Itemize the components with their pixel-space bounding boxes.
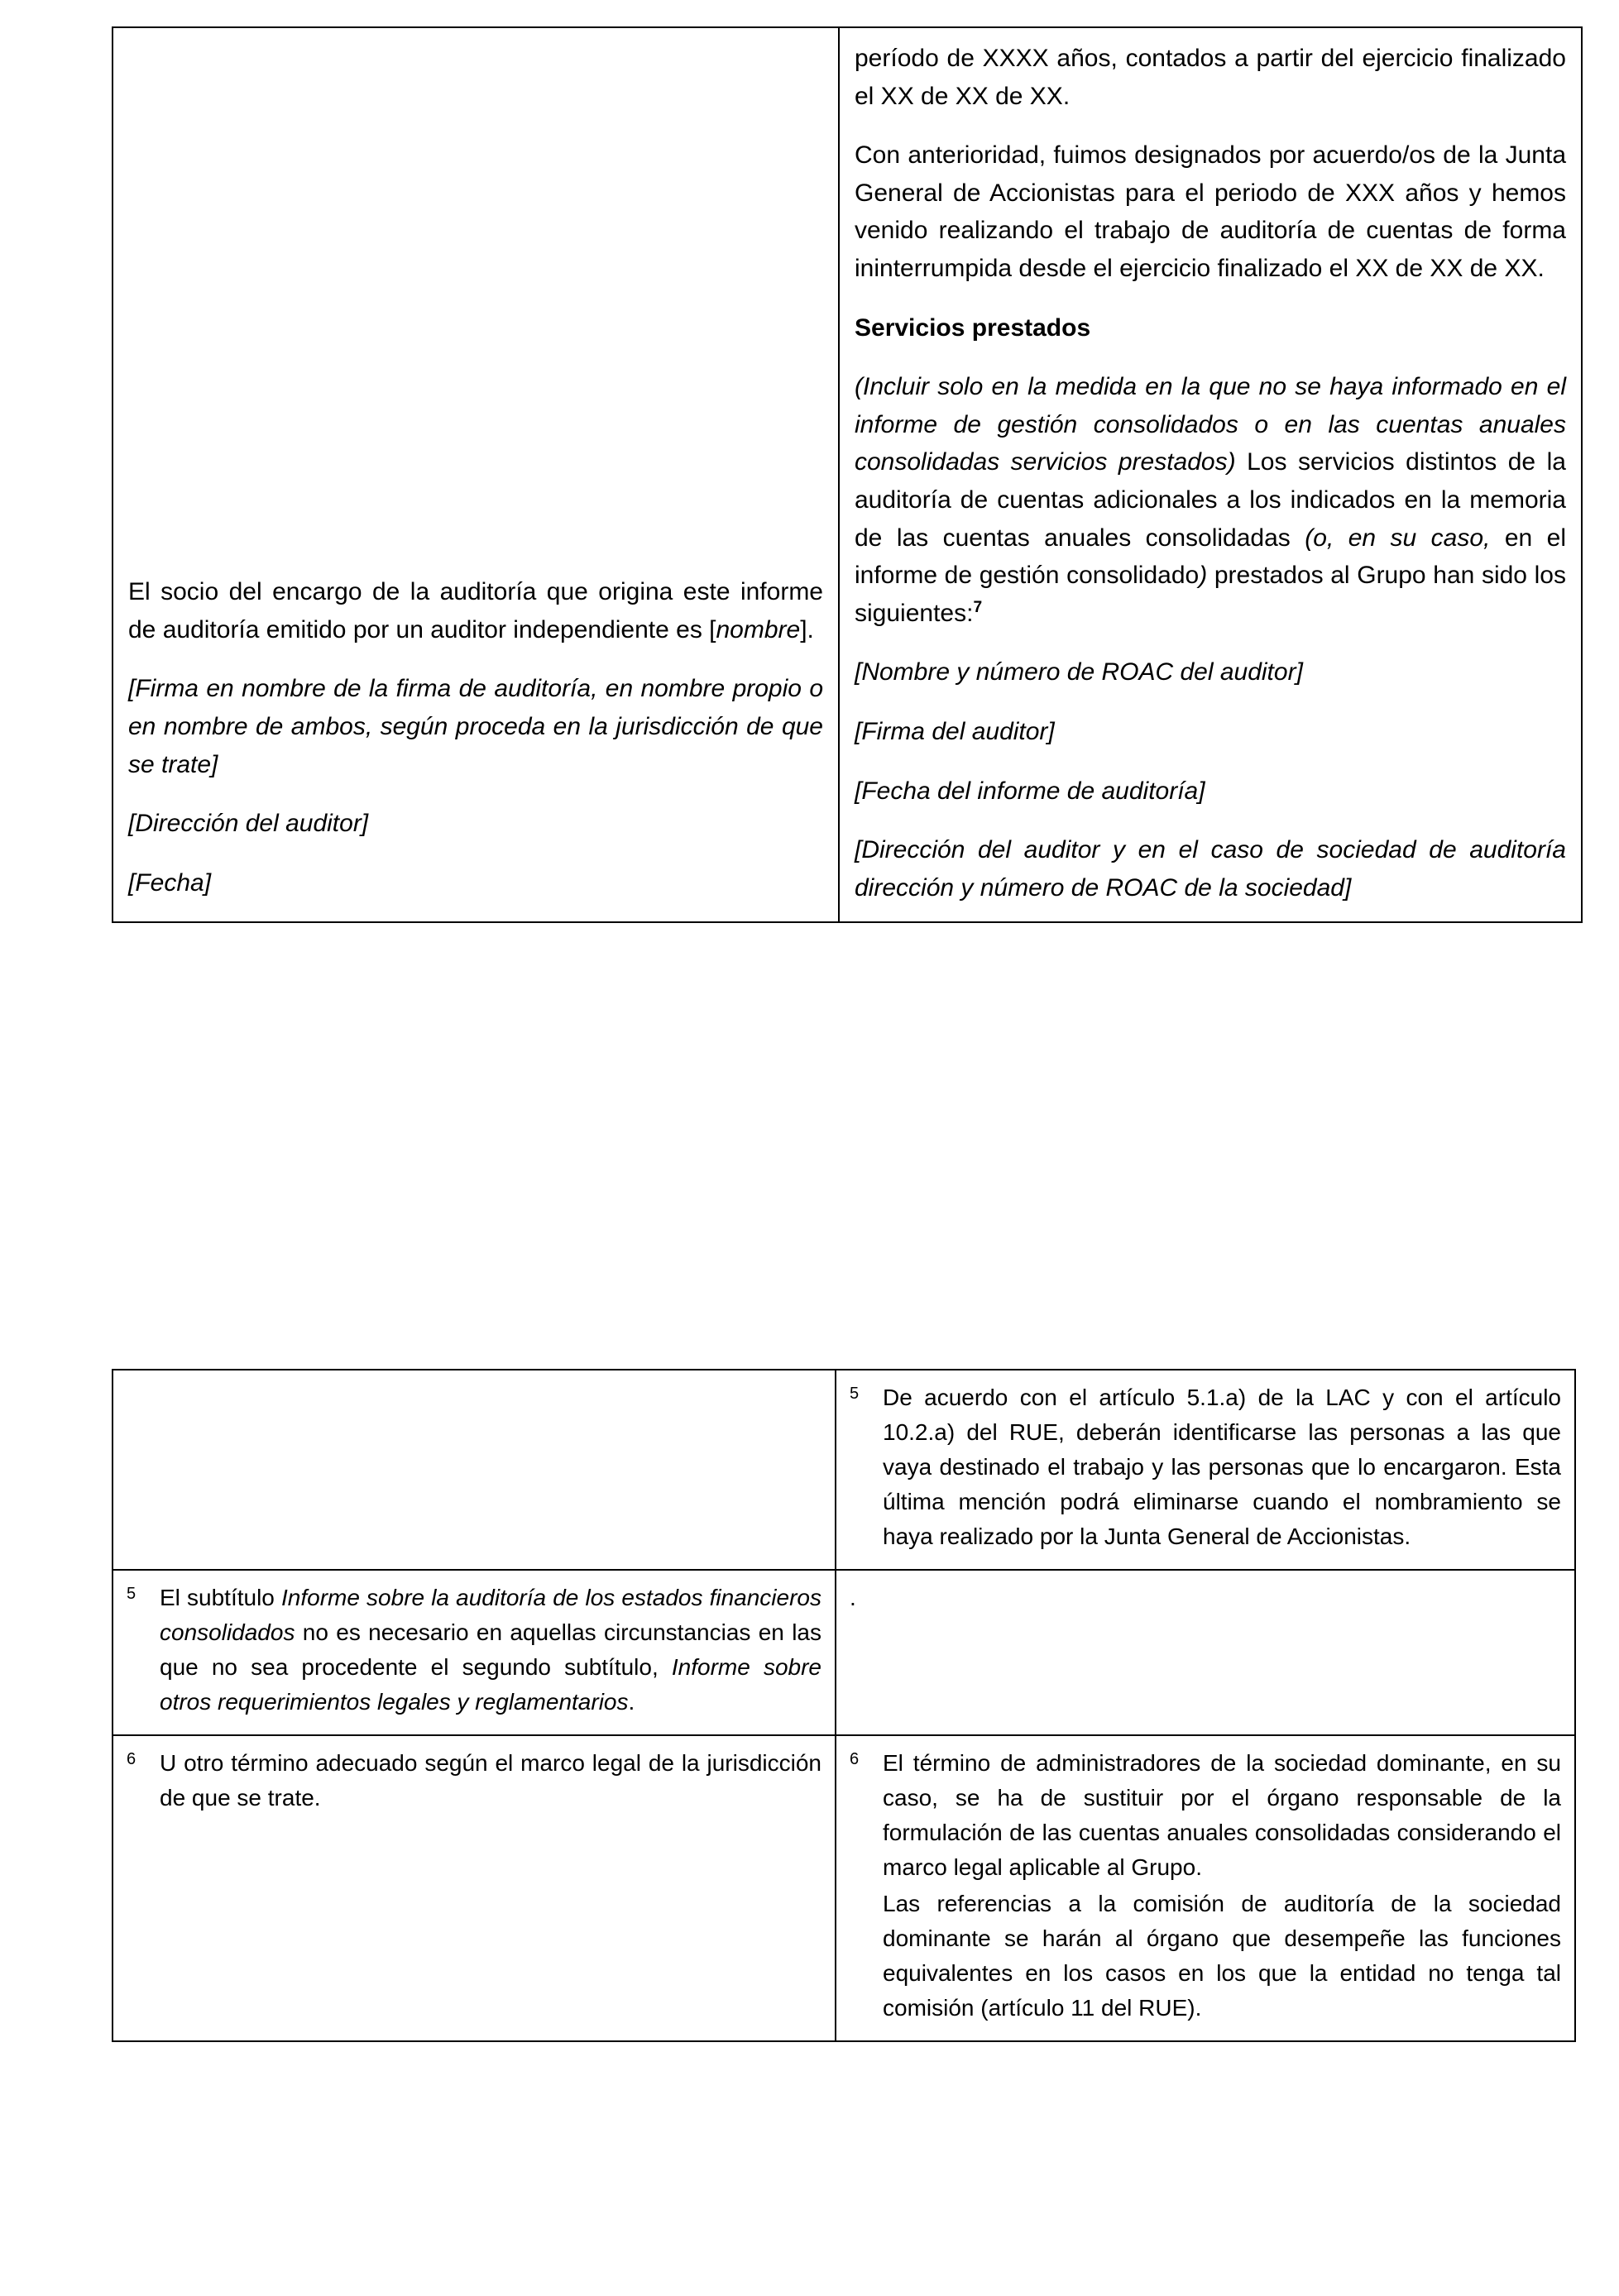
signature-right-paragraphs (855, 40, 1566, 906)
paragraph (883, 1887, 1561, 2026)
text-run: Con anterioridad, fuimos designados por acuerdo/os de la Junta General de Accionistas para el periodo de XXX años y hemos venido realizando el trabajo de auditoría de cuentas de forma ininterrumpida desde el ejercicio finalizado el XX de XX de XX. (855, 141, 1566, 282)
footnote-left-cell (113, 1370, 836, 1570)
footnote-right-cell (836, 1570, 1575, 1735)
table-row (113, 1370, 1575, 1570)
text-run-italic: [Fecha del informe de auditoría] (855, 777, 1205, 805)
text-run: no es necesario en aquellas circunstancias en las que no sea procedente el segundo subtítulo, (160, 1619, 821, 1680)
text-run: ]. (800, 615, 814, 643)
paragraph (128, 670, 823, 783)
text-run: Las referencias a la comisión de auditoría de la sociedad dominante se harán al órgano que desempeñe las funciones equivalentes en los casos en los que la entidad no tenga tal comisión (artículo 11 del RUE). (883, 1891, 1561, 2021)
text-run-italic: Informe sobre otros requerimientos legales y reglamentarios (160, 1654, 821, 1715)
text-run-italic: [Fecha] (128, 868, 212, 897)
paragraph (855, 40, 1566, 115)
text-run: El término de administradores de la sociedad dominante, en su caso, se ha de sustituir por el órgano responsable de la formulación de las cuentas anuales consolidadas considerando el marco legal aplicable al Grupo. (883, 1750, 1561, 1880)
footnote-right-cell (836, 1735, 1575, 2041)
section-heading (855, 309, 1566, 347)
text-run: El subtítulo (160, 1585, 281, 1610)
footnote-entry (127, 1746, 821, 1815)
paragraph (855, 136, 1566, 287)
text-run-italic: nombre (716, 615, 801, 643)
paragraph (855, 713, 1566, 751)
paragraph (128, 864, 823, 902)
signature-block-table (112, 26, 1583, 923)
text-run-italic: [Firma del auditor] (855, 717, 1055, 745)
period-glyph: . (850, 1585, 856, 1610)
footnotes-table (112, 1369, 1576, 2042)
paragraph (883, 1746, 1561, 1885)
footnote-left-cell (113, 1570, 836, 1735)
text-run-italic: (o, en su caso, (1305, 524, 1491, 552)
paragraph (160, 1746, 821, 1815)
footnote-number: 6 (850, 1750, 860, 1768)
text-run-italic: [Firma en nombre de la firma de auditoría, en nombre propio o en nombre de ambos, según proceda en la jurisdicción de que se trate] (128, 675, 823, 778)
footnote-text (883, 1380, 1561, 1554)
paragraph (855, 831, 1566, 906)
paragraph (855, 773, 1566, 811)
signature-left-cell (113, 27, 839, 922)
signature-left-paragraphs (128, 573, 823, 902)
table-row (113, 1570, 1575, 1735)
footnote-text (160, 1746, 821, 1815)
footnote-entry (850, 1746, 1561, 2026)
text-run-italic: [Nombre y número de ROAC del auditor] (855, 658, 1303, 686)
table-row (113, 27, 1582, 922)
footnote-reference-marker: 7 (973, 598, 983, 616)
text-run: Los servicios distintos de la auditoría de cuentas adicionales a los indicados en la memoria de las cuentas anuales consolidadas (855, 448, 1566, 552)
footnote-text (883, 1746, 1561, 2026)
empty-cell-placeholder (127, 1380, 821, 1389)
paragraph (855, 653, 1566, 691)
text-run-bold: Servicios prestados (855, 313, 1091, 342)
paragraph (160, 1581, 821, 1720)
table-row (113, 1735, 1575, 2041)
paragraph (855, 368, 1566, 632)
footnote-text (160, 1581, 821, 1720)
footnote-entry (850, 1380, 1561, 1554)
footnote-number: 5 (127, 1585, 137, 1603)
text-run-italic: [Dirección del auditor y en el caso de sociedad de auditoría dirección y número de ROAC de la sociedad] (855, 836, 1566, 902)
paragraph (128, 805, 823, 843)
text-run: en el informe de gestión consolidado (855, 524, 1566, 590)
footnote-left-cell (113, 1735, 836, 2041)
text-run: período de XXXX años, contados a partir del ejercicio finalizado el XX de XX de XX. (855, 45, 1566, 110)
text-run: . (628, 1689, 635, 1715)
footnotes-body (113, 1370, 1575, 2041)
signature-right-cell (839, 27, 1582, 922)
paragraph (883, 1380, 1561, 1554)
text-run-italic: Informe sobre la auditoría de los estados financieros consolidados (160, 1585, 821, 1645)
text-run-italic: [Dirección del auditor] (128, 810, 369, 838)
footnote-number: 6 (127, 1750, 137, 1768)
footnote-number: 5 (850, 1385, 860, 1403)
text-run: El socio del encargo de la auditoría que origina este informe de auditoría emitido por un auditor independiente es [ (128, 578, 823, 643)
footnote-right-cell (836, 1370, 1575, 1570)
text-run: prestados al Grupo han sido los siguientes: (855, 562, 1566, 627)
text-run-italic: (Incluir solo en la medida en la que no se haya informado en el informe de gestión consolidados o en las cuentas anuales consolidadas servicios prestados) (855, 373, 1566, 476)
footnote-entry (127, 1581, 821, 1720)
text-run-italic: ) (1199, 562, 1208, 590)
text-run: U otro término adecuado según el marco legal de la jurisdicción de que se trate. (160, 1750, 821, 1810)
paragraph (128, 573, 823, 648)
text-run: De acuerdo con el artículo 5.1.a) de la LAC y con el artículo 10.2.a) del RUE, deberán identificarse las personas a las que vaya destinado el trabajo y las personas que lo encargaron. Esta última mención podrá eliminarse cuando el nombramiento se haya realizado por la Junta General de Accionistas. (883, 1385, 1561, 1549)
